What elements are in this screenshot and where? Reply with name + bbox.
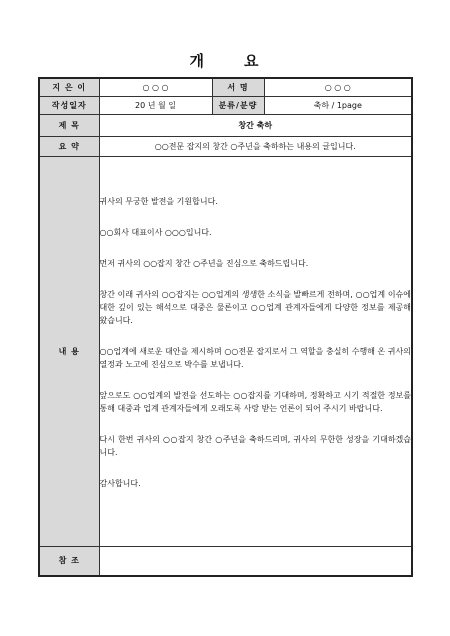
title-right: 요 — [244, 52, 261, 70]
subject-label: 제 목 — [39, 114, 99, 136]
summary-label: 요 약 — [39, 136, 99, 156]
category-label: 분류/분량 — [212, 96, 264, 114]
date-value: 20 년 월 일 — [99, 96, 212, 114]
date-label: 작성일자 — [39, 96, 99, 114]
author-value: ○ ○ ○ — [99, 78, 212, 96]
paragraph: 감사합니다. — [99, 478, 141, 488]
author-label: 지 은 이 — [39, 78, 99, 96]
row-author — [39, 78, 412, 96]
paragraph: 다시 한번 귀사의 ○○잡지 창간 ○주년을 축하드리며, 귀사의 무한한 성장을 기대하겠습니다. — [99, 434, 411, 457]
paragraph: 먼저 귀사의 ○○잡지 창간 ○주년을 진심으로 축하드립니다. — [99, 258, 309, 268]
row-reference — [39, 546, 412, 576]
title-left: 개 — [189, 52, 206, 70]
row-date — [39, 96, 412, 114]
row-summary — [39, 136, 412, 156]
paragraph: ○○업계에 새로운 대안을 제시하며 ○○전문 잡지로서 그 역할을 충실히 수행해 온 귀사의 열정과 노고에 진심으로 박수를 보냅니다. — [99, 346, 411, 369]
paragraph: ○○회사 대표이사 ○○○입니다. — [99, 227, 212, 237]
paragraph: 앞으로도 ○○업계의 발전을 선도하는 ○○잡지를 기대하며, 정확하고 시기 적절한 정보를 통해 대중과 업계 관계자들에게 오래도록 사랑 받는 언론이 되어 주시기 바랍니다. — [99, 390, 411, 413]
paragraph: 귀사의 무궁한 발전을 기원합니다. — [99, 196, 218, 206]
document-title — [0, 50, 450, 71]
summary-value: ○○전문 잡지의 창간 ○주년을 축하하는 내용의 글입니다. — [99, 136, 412, 156]
signature-label: 서 명 — [212, 78, 264, 96]
content-body — [99, 156, 412, 546]
row-subject — [39, 114, 412, 136]
subject-value: 창간 축하 — [99, 114, 412, 136]
paragraph: 창간 이래 귀사의 ○○잡지는 ○○업계의 생생한 소식을 발빠르게 전하며, ○○업계 이슈에 대한 깊이 있는 해석으로 대중은 물론이고 ○○업계 관계자들에게 다양한 정보를 제공해 왔습니다. — [99, 289, 411, 325]
reference-label: 참 조 — [39, 546, 99, 576]
category-value: 축하 / 1page — [264, 96, 412, 114]
reference-value — [99, 546, 412, 576]
signature-value: ○ ○ ○ — [264, 78, 412, 96]
summary-form-table — [38, 77, 413, 577]
row-content — [39, 156, 412, 546]
content-label: 내 용 — [39, 156, 99, 546]
